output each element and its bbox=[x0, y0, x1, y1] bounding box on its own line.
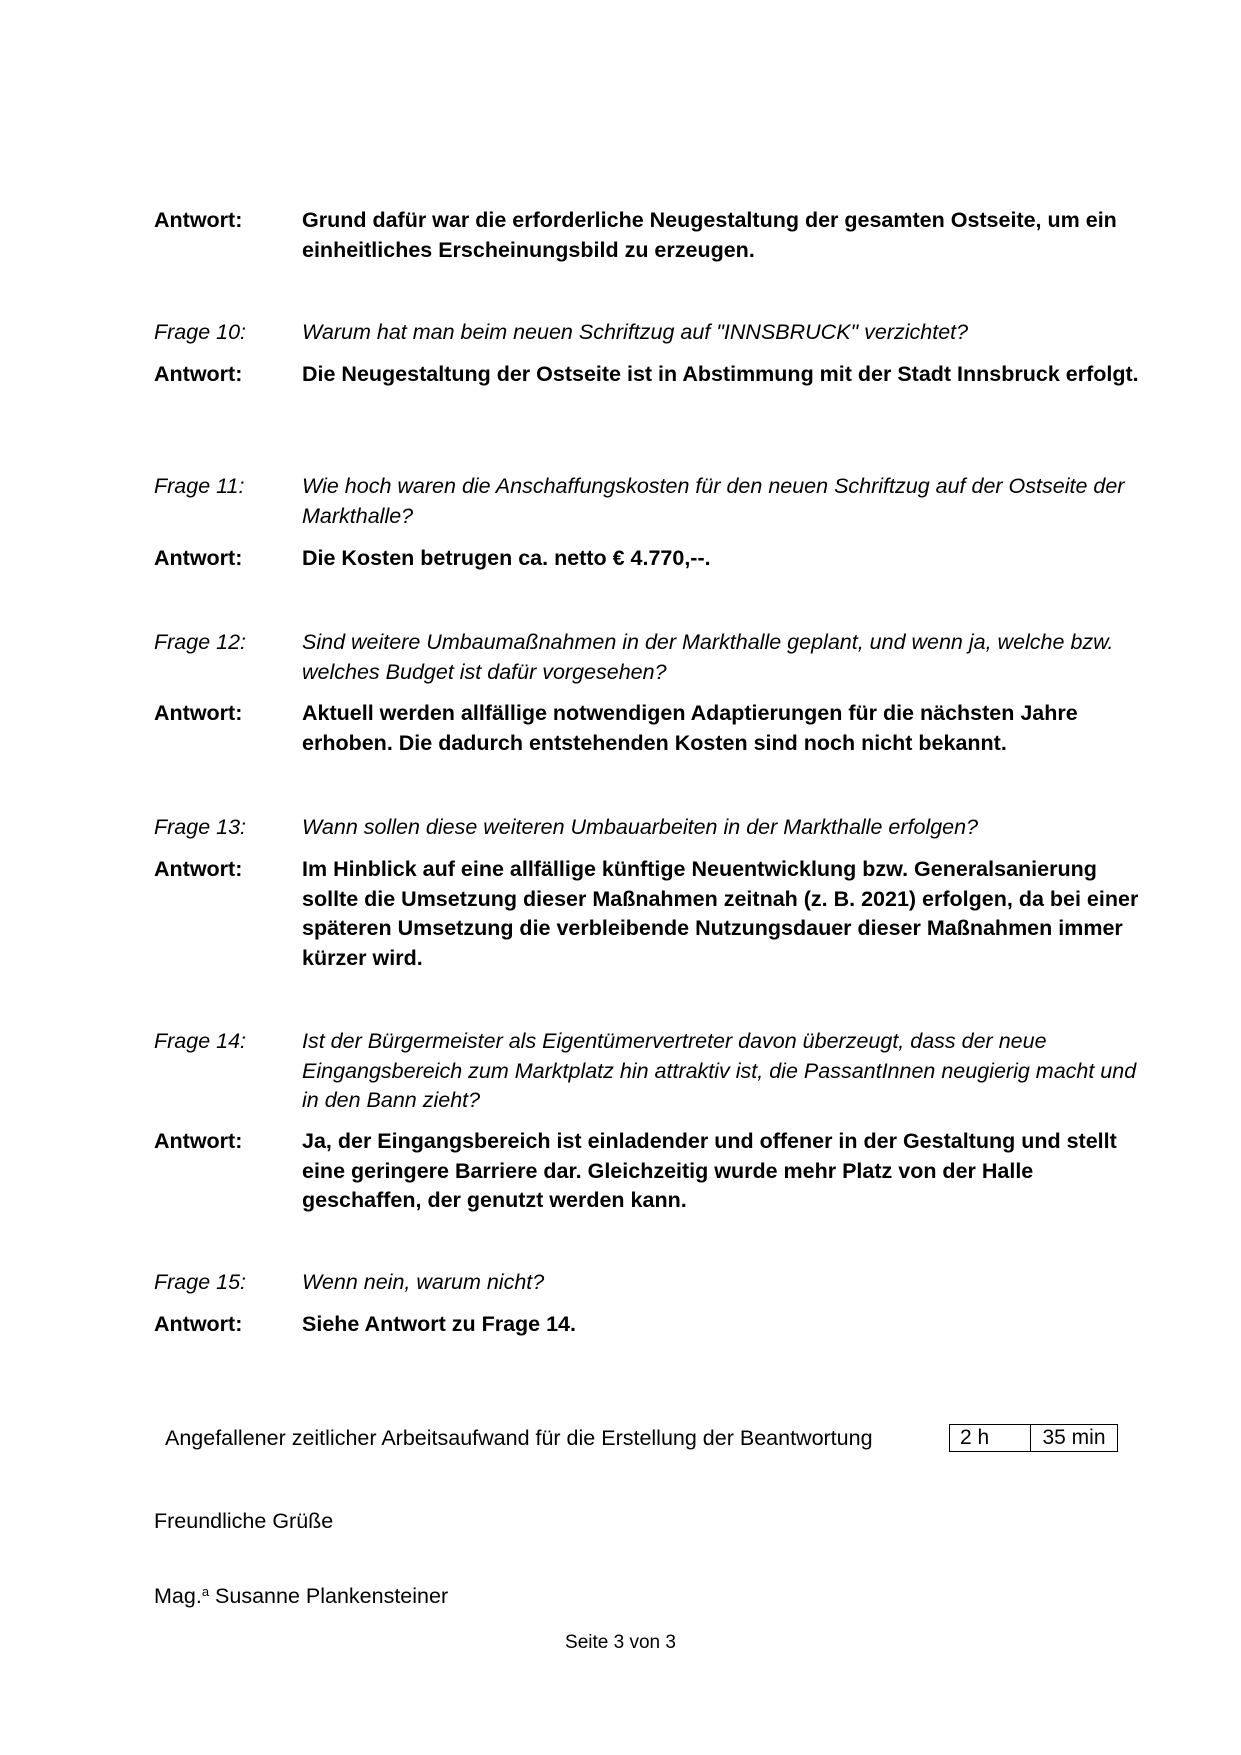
question-row-11 bbox=[154, 472, 1144, 531]
question-row-13 bbox=[154, 813, 1144, 843]
question-label: Frage 12: bbox=[154, 630, 247, 654]
answer-row-13 bbox=[154, 855, 1144, 973]
answer-row-11 bbox=[154, 544, 1144, 574]
question-text: Ist der Bürgermeister als Eigentümervertreter davon überzeugt, dass der neue Eingangsbereich zum Marktplatz hin attraktiv ist, die PassantInnen neugierig macht und in den Bann zieht? bbox=[302, 1029, 1137, 1112]
answer-label: Antwort: bbox=[154, 362, 243, 386]
effort-row bbox=[165, 1423, 1125, 1453]
signer-title: Mag. bbox=[154, 1584, 202, 1608]
answer-text: Siehe Antwort zu Frage 14. bbox=[302, 1312, 576, 1336]
effort-hours: 2 h bbox=[950, 1425, 1031, 1451]
signer-name: Susanne Plankensteiner bbox=[215, 1584, 449, 1608]
intro-answer-row bbox=[154, 206, 1144, 265]
answer-row-12 bbox=[154, 699, 1144, 758]
effort-box bbox=[949, 1424, 1118, 1452]
question-label: Frage 15: bbox=[154, 1270, 247, 1294]
question-row-12 bbox=[154, 628, 1144, 687]
question-text: Sind weitere Umbaumaßnahmen in der Markthalle geplant, und wenn ja, welche bzw. welches Budget ist dafür vorgesehen? bbox=[302, 630, 1114, 684]
effort-label: Angefallener zeitlicher Arbeitsaufwand für die Erstellung der Beantwortung bbox=[165, 1425, 873, 1450]
answer-text: Ja, der Eingangsbereich ist einladender und offener in der Gestaltung und stellt eine geringere Barriere dar. Gleichzeitig wurde mehr Platz von der Halle geschaffen, der genutzt werden kann. bbox=[302, 1129, 1117, 1212]
question-label: Frage 14: bbox=[154, 1029, 247, 1053]
signer bbox=[154, 1577, 448, 1611]
question-row-15 bbox=[154, 1268, 1144, 1298]
answer-text: Die Kosten betrugen ca. netto € 4.770,--. bbox=[302, 546, 711, 570]
question-text: Wie hoch waren die Anschaffungskosten für den neuen Schriftzug auf der Ostseite der Markthalle? bbox=[302, 474, 1125, 528]
answer-label: Antwort: bbox=[154, 546, 243, 570]
question-text: Wenn nein, warum nicht? bbox=[302, 1270, 545, 1294]
question-label: Frage 13: bbox=[154, 815, 247, 839]
question-label: Frage 11: bbox=[154, 474, 245, 498]
answer-text: Aktuell werden allfällige notwendigen Adaptierungen für die nächsten Jahre erhoben. Die dadurch entstehenden Kosten sind noch nicht bekannt. bbox=[302, 701, 1078, 755]
answer-label: Antwort: bbox=[154, 857, 243, 881]
question-label: Frage 10: bbox=[154, 320, 247, 344]
answer-label: Antwort: bbox=[154, 208, 243, 232]
signer-title-sup: a bbox=[201, 1584, 210, 1599]
answer-label: Antwort: bbox=[154, 701, 243, 725]
answer-text: Die Neugestaltung der Ostseite ist in Abstimmung mit der Stadt Innsbruck erfolgt. bbox=[302, 362, 1139, 386]
closing-text: Freundliche Grüße bbox=[154, 1509, 334, 1533]
answer-row-15 bbox=[154, 1310, 1144, 1340]
answer-label: Antwort: bbox=[154, 1312, 243, 1336]
question-text: Wann sollen diese weiteren Umbauarbeiten in der Markthalle erfolgen? bbox=[302, 815, 979, 839]
answer-row-10 bbox=[154, 360, 1144, 390]
answer-text: Im Hinblick auf eine allfällige künftige Neuentwicklung bzw. Generalsanierung sollte die Umsetzung dieser Maßnahmen zeitnah (z. B. 2021) erfolgen, da bei einer späteren Umsetzung die verbleibende Nutzungsdauer dieser Maßnahmen immer kürzer wird. bbox=[302, 857, 1139, 970]
answer-label: Antwort: bbox=[154, 1129, 243, 1153]
question-row-10 bbox=[154, 318, 1144, 348]
page-number: Seite 3 von 3 bbox=[565, 1632, 676, 1653]
answer-row-14 bbox=[154, 1127, 1144, 1216]
effort-minutes: 35 min bbox=[1042, 1426, 1106, 1449]
question-text: Warum hat man beim neuen Schriftzug auf "INNSBRUCK" verzichtet? bbox=[302, 320, 969, 344]
answer-text: Grund dafür war die erforderliche Neugestaltung der gesamten Ostseite, um ein einheitliches Erscheinungsbild zu erzeugen. bbox=[302, 208, 1117, 262]
question-row-14 bbox=[154, 1027, 1144, 1116]
